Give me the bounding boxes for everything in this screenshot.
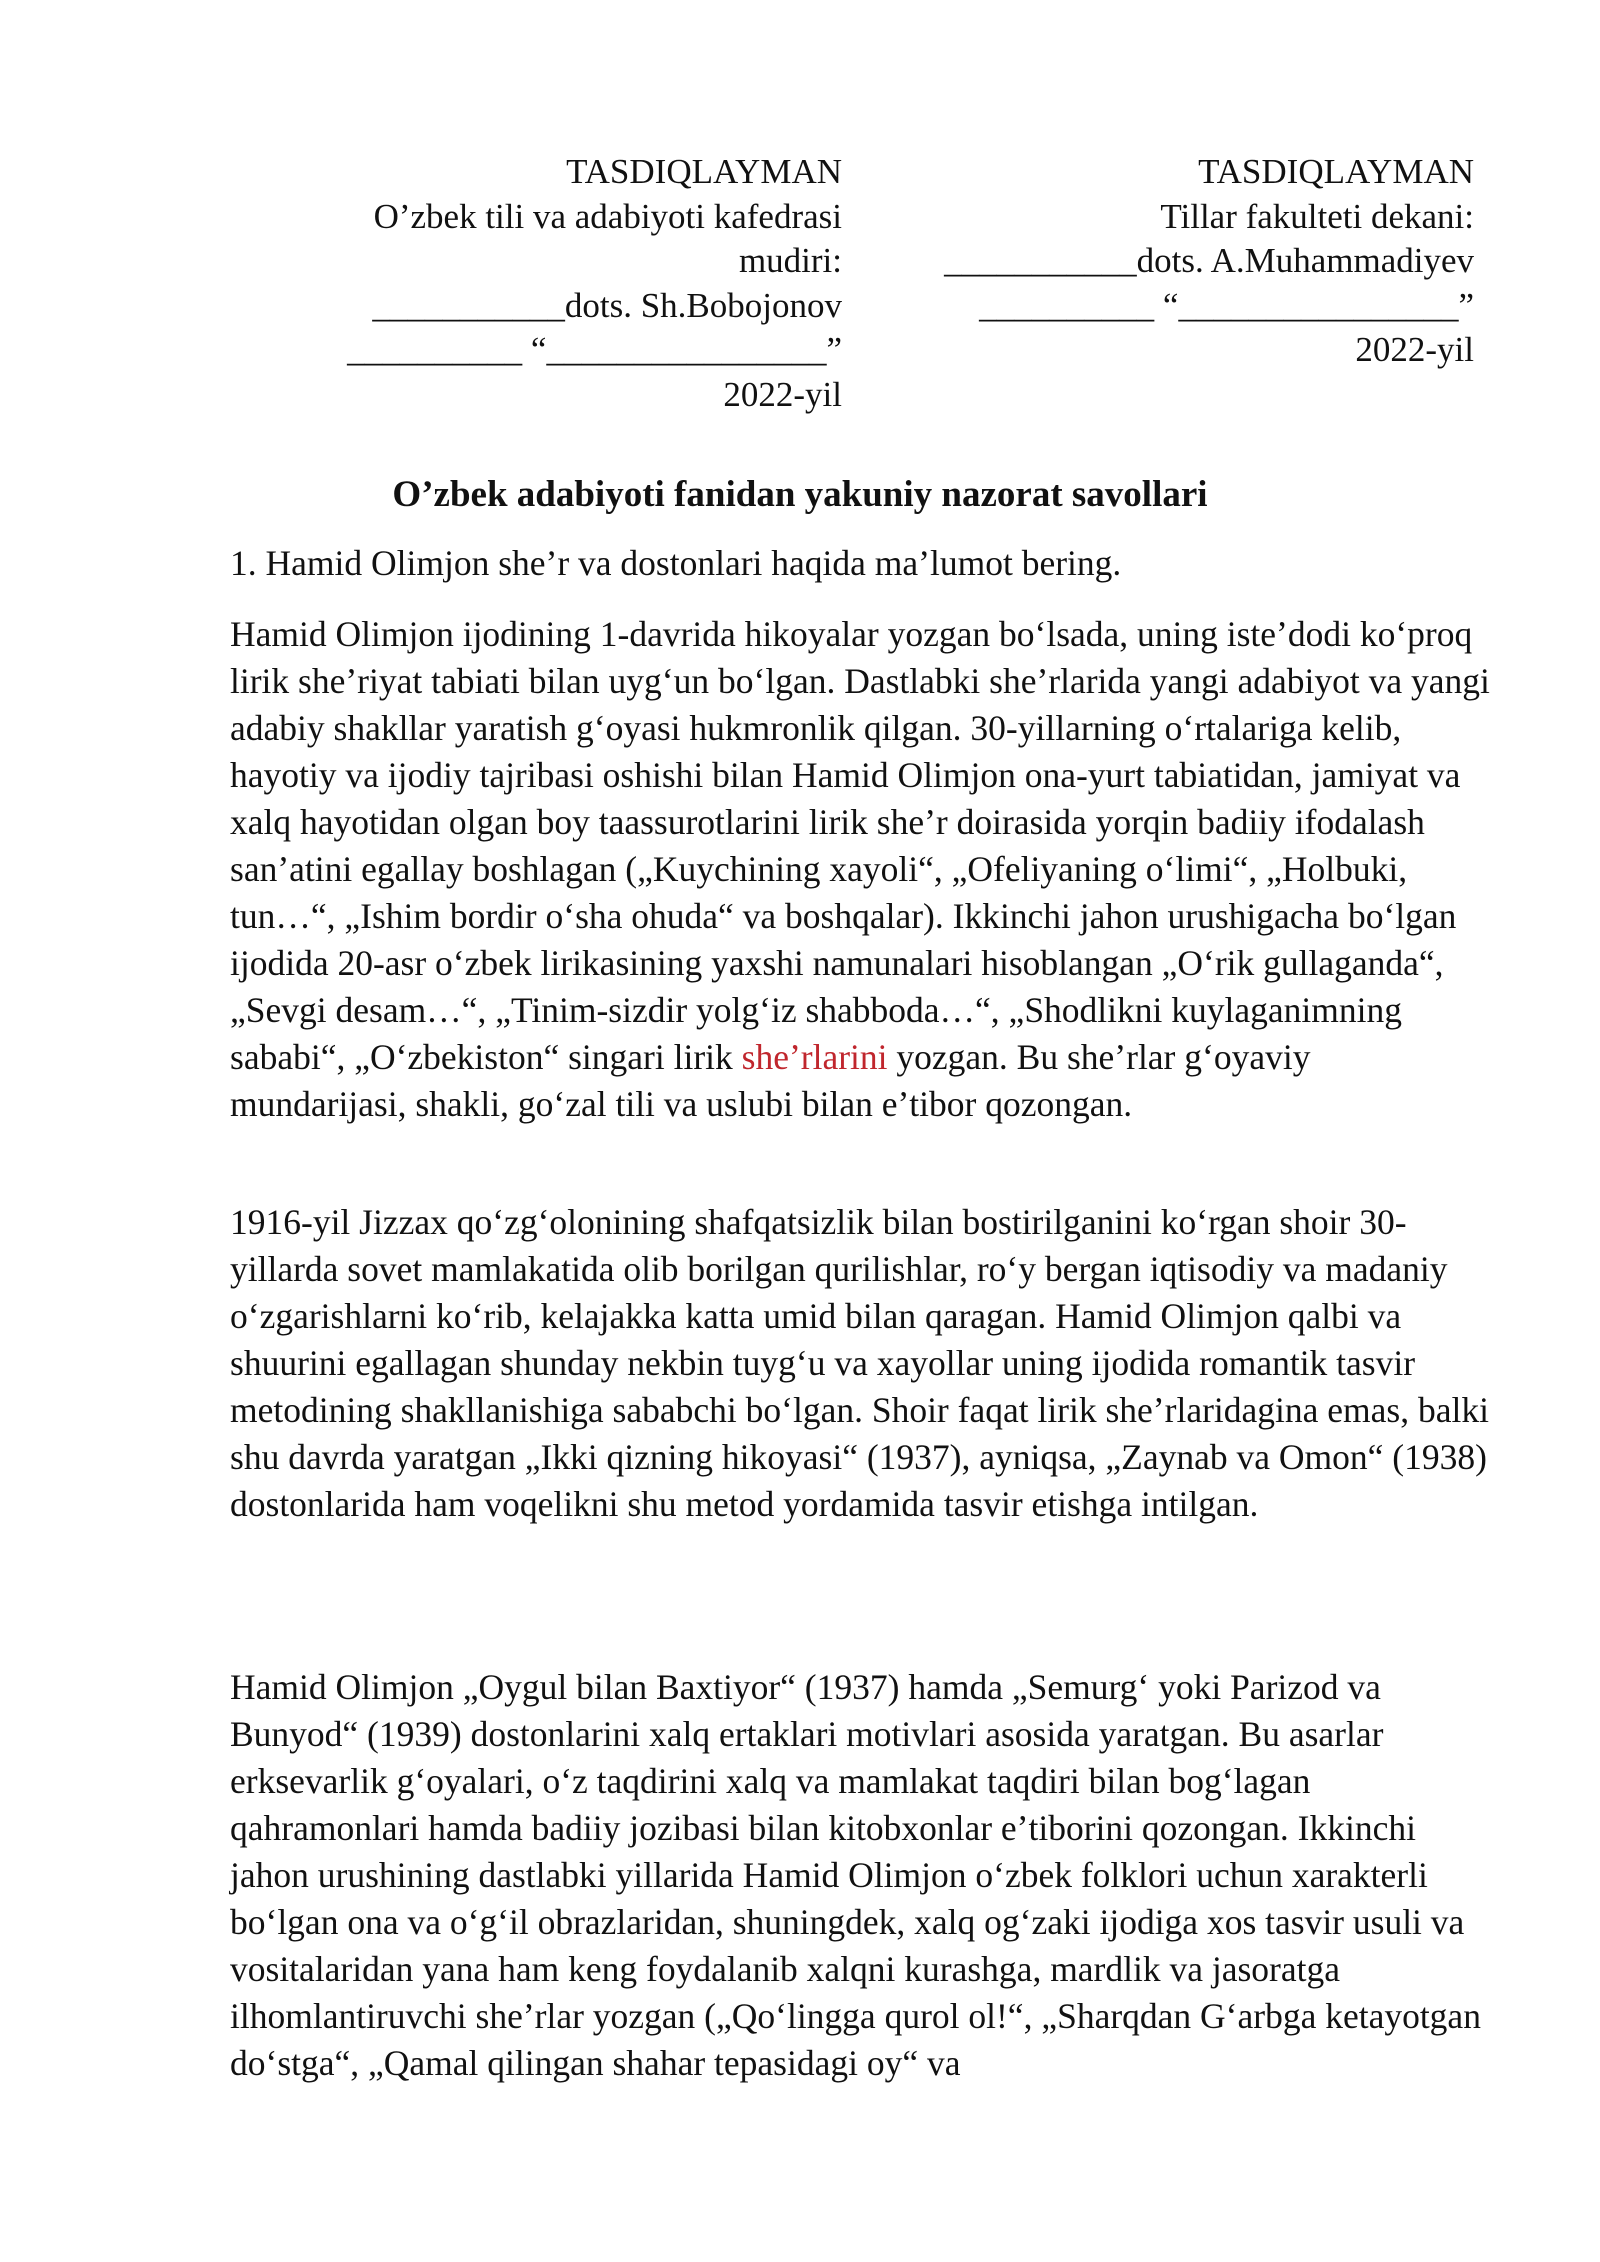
paragraph-text: Hamid Olimjon „Oygul bilan Baxtiyor“ (1937) hamda „Semurgʻ yoki Parizod va Bunyod“ (1939) dostonlarini xalq ertaklari motivlari asosida yaratgan. Bu asarlar erksevarlik gʻoyalari, oʻz taqdirini xalq va mamlakat taqdiri bilan bogʻlagan qahramonlari hamda badiiy jozibasi bilan kitobxonlar eʼtiborini qozongan. Ikkinchi jahon urushining dastlabki yillarida Hamid Olimjon oʻzbek folklori uchun xarakterli boʻlgan ona va oʻgʻil obrazlaridan, shuningdek, xalq ogʻzaki ijodiga xos tasvir usuli va vositalaridan yana ham keng foydalanib xalqni kurashga, mardlik va jasoratga ilhomlantiruvchi sheʼrlar yozgan („Qoʻlingga qurol ol!“, „Sharqdan Gʻarbga ketayotgan doʻstga“, „Qamal qilingan shahar tepasidagi oy“ va: [230, 1667, 1481, 2083]
paragraph-1: [230, 611, 1495, 1128]
paragraph-text: 1916-yil Jizzax qoʻzgʻolonining shafqatsizlik bilan bostirilganini koʻrgan shoir 30-yillarda sovet mamlakatida olib borilgan qurilishlar, roʻy bergan iqtisodiy va madaniy oʻzgarishlarni koʻrib, kelajakka katta umid bilan qaragan. Hamid Olimjon qalbi va shuurini egallagan shunday nekbin tuygʻu va xayollar uning ijodida romantik tasvir metodining shakllanishiga sababchi boʻlgan. Shoir faqat lirik sheʼrlaridagina emas, balki shu davrda yaratgan „Ikki qizning hikoyasi“ (1937), ayniqsa, „Zaynab va Omon“ (1938) dostonlarida ham voqelikni shu metod yordamida tasvir etishga intilgan.: [230, 1202, 1489, 1524]
approval-position-line: Tillar fakulteti dekani:: [1160, 196, 1474, 236]
approval-year: 2022-yil: [723, 374, 842, 414]
approval-date-line: __________ “________________”: [979, 285, 1474, 325]
paragraph-3: [230, 1664, 1495, 2087]
question-heading: 1. Hamid Olimjon she’r va dostonlari haqida ma’lumot bering.: [230, 543, 1122, 583]
approval-heading: TASDIQLAYMAN: [566, 152, 842, 191]
approval-signature-line: ___________dots. Sh.Bobojonov: [372, 285, 842, 325]
approval-signature-line: ___________dots. A.Muhammadiyev: [944, 241, 1474, 280]
paragraph-2: [230, 1199, 1495, 1528]
approval-year: 2022-yil: [1355, 330, 1474, 369]
paragraph-text: Hamid Olimjon ijodining 1-davrida hikoyalar yozgan boʻlsada, uning isteʼdodi koʻproq lirik sheʼriyat tabiati bilan uygʻun boʻlgan. Dastlabki sheʼrlarida yangi adabiyot va yangi adabiy shakllar yaratish gʻoyasi hukmronlik qilgan. 30-yillarning oʻrtalariga kelib, hayotiy va ijodiy tajribasi oshishi bilan Hamid Olimjon ona-yurt tabiatidan, jamiyat va xalq hayotidan olgan boy taassurotlarini lirik sheʼr doirasida yorqin badiiy ifodalash sanʼatini egallay boshlagan („Kuychining xayoli“, „Ofeliyaning oʻlimi“, „Holbuki, tun…“, „Ishim bordir oʻsha ohuda“ va boshqalar). Ikkinchi jahon urushigacha boʻlgan ijodida 20-asr oʻzbek lirikasining yaxshi namunalari hisoblangan „Oʻrik gullaganda“, „Sevgi desam…“, „Tinim-sizdir yolgʻiz shabboda…“, „Shodlikni kuylaganimning sababi“, „Oʻzbekiston“ singari lirik: [230, 614, 1490, 1077]
approval-heading: TASDIQLAYMAN: [1198, 152, 1474, 191]
approval-date-line: __________ “________________”: [347, 330, 842, 369]
paragraph-text: yozgan. Bu sheʼrlar gʻoyaviy mundarijasi, shakli, goʻzal tili va uslubi bilan eʼtibor qozongan.: [230, 1037, 1311, 1124]
highlighted-word: sheʼrlarini: [741, 1037, 888, 1077]
document-title: O’zbek adabiyoti fanidan yakuniy nazorat savollari: [392, 474, 1208, 515]
approval-position-line: O’zbek tili va adabiyoti kafedrasi: [373, 196, 842, 236]
approval-position-line: mudiri:: [738, 241, 842, 280]
approval-block-dean: [944, 150, 1474, 373]
approval-block-department: [347, 150, 842, 417]
